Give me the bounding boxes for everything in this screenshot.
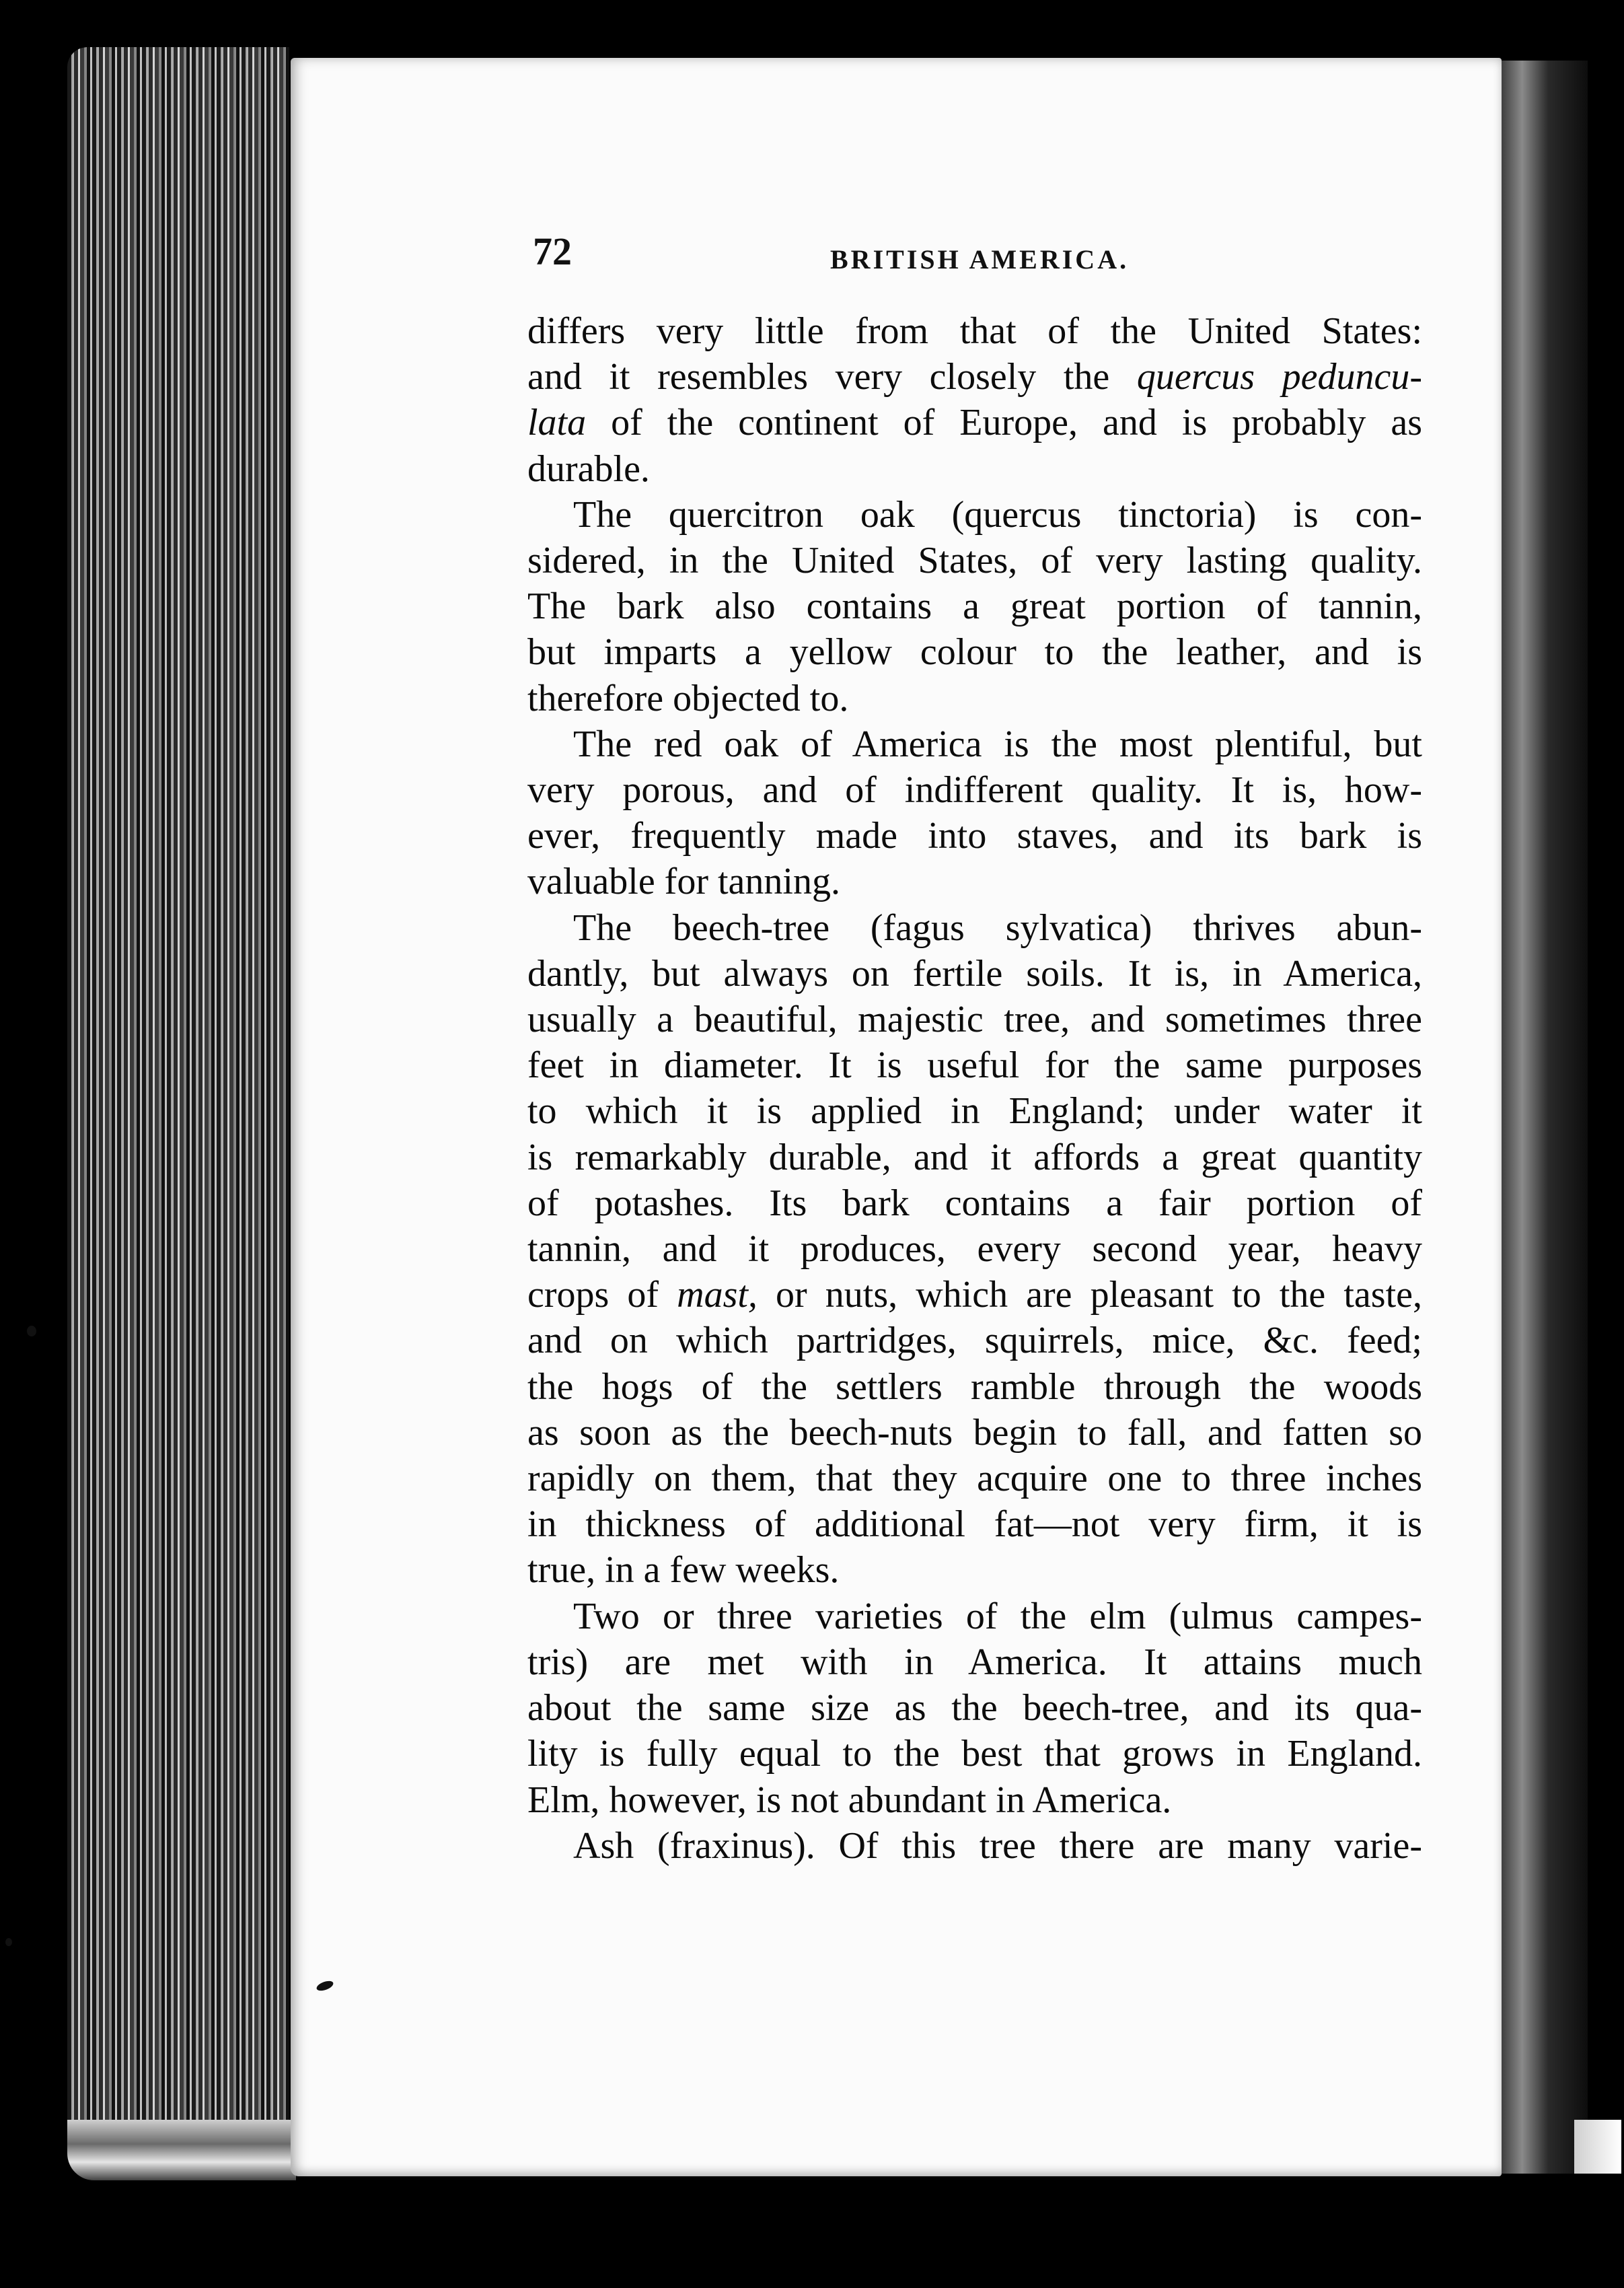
facing-page-edge bbox=[1574, 2120, 1621, 2174]
text-line bbox=[527, 492, 1422, 538]
text-run: or nuts, which are pleasant to the taste, bbox=[757, 1274, 1422, 1316]
text-line bbox=[527, 1088, 1422, 1134]
text-run: the hogs of the settlers ramble through the woods bbox=[527, 1365, 1422, 1408]
text-line bbox=[527, 1410, 1422, 1456]
text-line bbox=[527, 1318, 1422, 1363]
text-line bbox=[527, 308, 1422, 354]
binding-shadow bbox=[1500, 61, 1588, 2174]
text-run: of potashes. Its bark contains a fair portion of bbox=[527, 1182, 1422, 1224]
text-line bbox=[527, 1135, 1422, 1180]
text-line bbox=[527, 905, 1422, 951]
italic-text: mast, bbox=[677, 1274, 758, 1316]
running-head: BRITISH AMERICA. bbox=[830, 244, 1130, 275]
italic-text: quercus peduncu- bbox=[1136, 356, 1423, 398]
text-line bbox=[527, 629, 1422, 675]
text-run: The red oak of America is the most plentiful, but bbox=[573, 723, 1422, 765]
italic-text: lata bbox=[527, 402, 587, 444]
text-run: ever, frequently made into staves, and its bark is bbox=[527, 815, 1422, 857]
text-line bbox=[527, 354, 1422, 400]
text-line bbox=[527, 813, 1422, 859]
text-run: tannin, and it produces, every second year, heavy bbox=[527, 1228, 1422, 1271]
text-line bbox=[527, 859, 1422, 904]
text-run: therefore objected to. bbox=[527, 677, 849, 719]
text-line bbox=[527, 721, 1422, 767]
text-line bbox=[527, 583, 1422, 629]
text-run: The beech-tree (fagus sylvatica) thrives abun- bbox=[573, 906, 1422, 949]
ink-speck bbox=[27, 1326, 36, 1336]
text-run: lity is fully equal to the best that grows in England. bbox=[527, 1733, 1422, 1775]
body-text bbox=[527, 308, 1422, 1869]
text-run: true, in a few weeks. bbox=[527, 1549, 840, 1592]
text-run: is remarkably durable, and it affords a great quantity bbox=[527, 1136, 1422, 1178]
text-run: Ash (fraxinus). Of this tree there are many varie- bbox=[573, 1824, 1422, 1867]
text-run: Two or three varieties of the elm (ulmus campes- bbox=[573, 1595, 1422, 1637]
text-line bbox=[527, 1456, 1422, 1501]
text-run: The bark also contains a great portion of tannin, bbox=[527, 585, 1422, 628]
text-line bbox=[527, 951, 1422, 997]
text-run: in thickness of additional fat—not very firm, it is bbox=[527, 1503, 1422, 1546]
page-block-edges bbox=[67, 47, 289, 2160]
text-run: about the same size as the beech-tree, and its qua- bbox=[527, 1687, 1422, 1729]
page-block-bottom bbox=[67, 2120, 296, 2180]
text-line bbox=[527, 1042, 1422, 1088]
ink-speck bbox=[5, 1938, 12, 1946]
text-line bbox=[527, 1180, 1422, 1226]
text-run: crops of bbox=[527, 1274, 677, 1316]
text-run: tris) are met with in America. It attains much bbox=[527, 1641, 1422, 1683]
text-line bbox=[527, 1639, 1422, 1685]
text-line bbox=[527, 997, 1422, 1042]
text-line bbox=[527, 676, 1422, 721]
text-run: but imparts a yellow colour to the leather, and is bbox=[527, 631, 1422, 674]
text-line bbox=[527, 446, 1422, 492]
page-number: 72 bbox=[533, 229, 572, 273]
text-line bbox=[527, 1364, 1422, 1410]
text-run: of the continent of Europe, and is probably as bbox=[586, 402, 1422, 444]
text-run: usually a beautiful, majestic tree, and sometimes three bbox=[527, 999, 1422, 1041]
text-run: to which it is applied in England; under water it bbox=[527, 1090, 1422, 1133]
text-run: valuable for tanning. bbox=[527, 861, 840, 903]
text-line bbox=[527, 1777, 1422, 1823]
text-run: The quercitron oak (quercus tinctoria) is con- bbox=[573, 493, 1422, 536]
text-line bbox=[527, 400, 1422, 445]
text-line bbox=[527, 767, 1422, 813]
text-run: sidered, in the United States, of very lasting quality. bbox=[527, 540, 1422, 582]
text-line bbox=[527, 1731, 1422, 1777]
text-run: as soon as the beech-nuts begin to fall, and fatten so bbox=[527, 1411, 1422, 1454]
text-line bbox=[527, 1501, 1422, 1547]
text-line bbox=[527, 1823, 1422, 1869]
text-line bbox=[527, 1272, 1422, 1318]
text-run: very porous, and of indifferent quality. It is, how- bbox=[527, 769, 1422, 812]
text-line bbox=[527, 538, 1422, 583]
text-run: and on which partridges, squirrels, mice, &c. feed; bbox=[527, 1320, 1422, 1362]
text-run: rapidly on them, that they acquire one to three inches bbox=[527, 1458, 1422, 1500]
text-run: and it resembles very closely the bbox=[527, 356, 1137, 398]
page-header bbox=[533, 229, 1421, 289]
text-run: dantly, but always on fertile soils. It is, in America, bbox=[527, 952, 1422, 995]
text-line bbox=[527, 1685, 1422, 1731]
text-run: Elm, however, is not abundant in America. bbox=[527, 1779, 1172, 1821]
text-line bbox=[527, 1547, 1422, 1593]
text-line bbox=[527, 1594, 1422, 1639]
text-run: durable. bbox=[527, 448, 650, 490]
text-run: feet in diameter. It is useful for the same purposes bbox=[527, 1044, 1422, 1087]
text-line bbox=[527, 1226, 1422, 1272]
text-run: differs very little from that of the United States: bbox=[527, 310, 1422, 352]
